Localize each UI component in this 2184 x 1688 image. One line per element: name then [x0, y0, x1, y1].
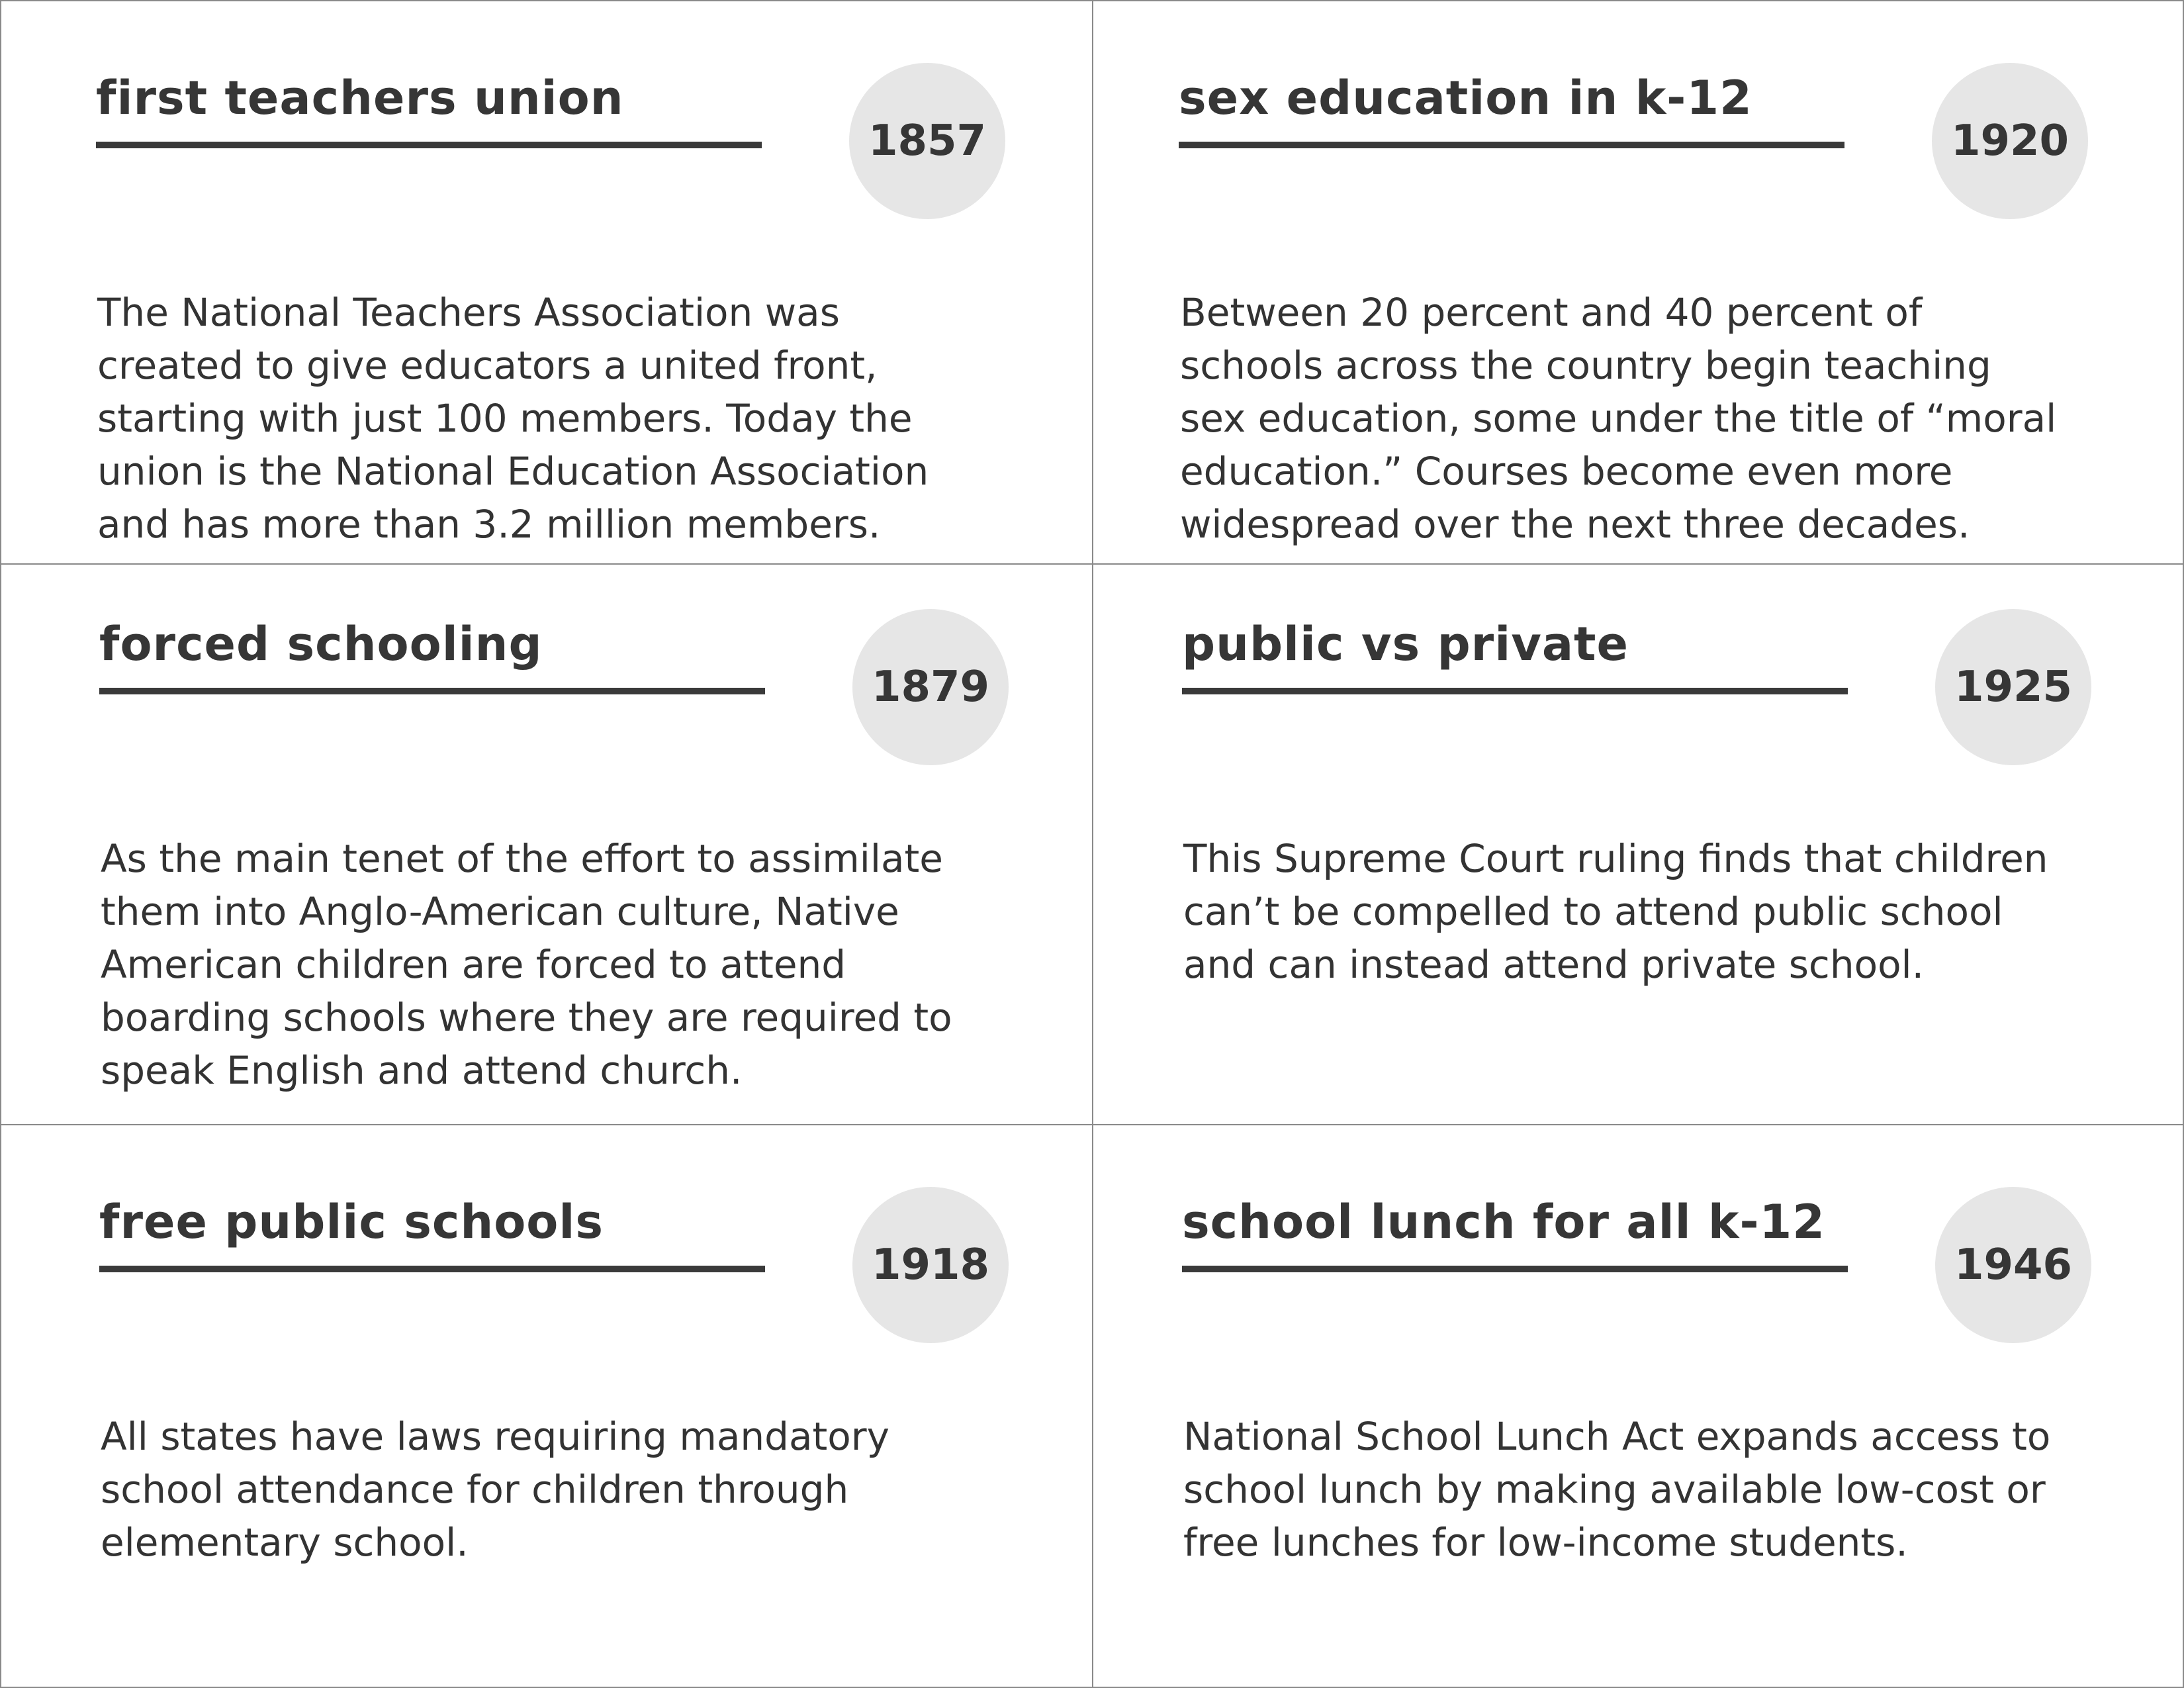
year-badge [1935, 1187, 2091, 1343]
card-description: The National Teachers Association was created to give educators a united front, starting with just 100 members. Today the union is the National Education Association and has more than 3.2 million members. [97, 290, 929, 547]
card-description: Between 20 percent and 40 percent of schools across the country begin teaching sex education, some under the title of “moral education.” Courses become even more widespread over the next three decades. [1180, 290, 2057, 547]
title-underline [1182, 1266, 1848, 1272]
card-description: This Supreme Court ruling finds that children can’t be compelled to attend public school and can instead attend private school. [1183, 836, 2048, 987]
card-title: first teachers union [96, 71, 624, 125]
year-badge [852, 609, 1009, 765]
year-label: 1925 [1954, 663, 2073, 712]
year-label: 1857 [868, 117, 987, 165]
year-label: 1946 [1954, 1241, 2073, 1289]
card-description: National School Lunch Act expands access to school lunch by making available low-cost or free lunches for low-income students. [1183, 1414, 2051, 1565]
year-badge [849, 63, 1005, 219]
card-title: public vs private [1182, 617, 1629, 671]
year-badge [1935, 609, 2091, 765]
year-badge [1932, 63, 2088, 219]
year-label: 1918 [871, 1241, 990, 1289]
title-underline [99, 688, 765, 694]
year-label: 1920 [1950, 117, 2070, 165]
card-first-teachers-union [96, 0, 1188, 561]
card-free-public-schools [99, 1124, 1191, 1685]
card-title: sex education in k-12 [1179, 71, 1752, 125]
title-underline [99, 1266, 765, 1272]
year-label: 1879 [871, 663, 990, 712]
card-public-vs-private [1182, 546, 2184, 1107]
title-underline [96, 142, 762, 148]
card-sex-education [1179, 0, 2184, 561]
card-description: As the main tenet of the effort to assimilate them into Anglo-American culture, Native American children are forced to attend boarding schools where they are required to speak English and attend church. [101, 836, 952, 1093]
year-badge [852, 1187, 1009, 1343]
card-title: free public schools [99, 1195, 604, 1249]
card-description: All states have laws requiring mandatory school attendance for children through elementary school. [101, 1414, 889, 1565]
card-title: forced schooling [99, 617, 543, 671]
card-forced-schooling [99, 546, 1191, 1107]
card-title: school lunch for all k-12 [1182, 1195, 1825, 1249]
title-underline [1182, 688, 1848, 694]
card-school-lunch [1182, 1124, 2184, 1685]
title-underline [1179, 142, 1844, 148]
